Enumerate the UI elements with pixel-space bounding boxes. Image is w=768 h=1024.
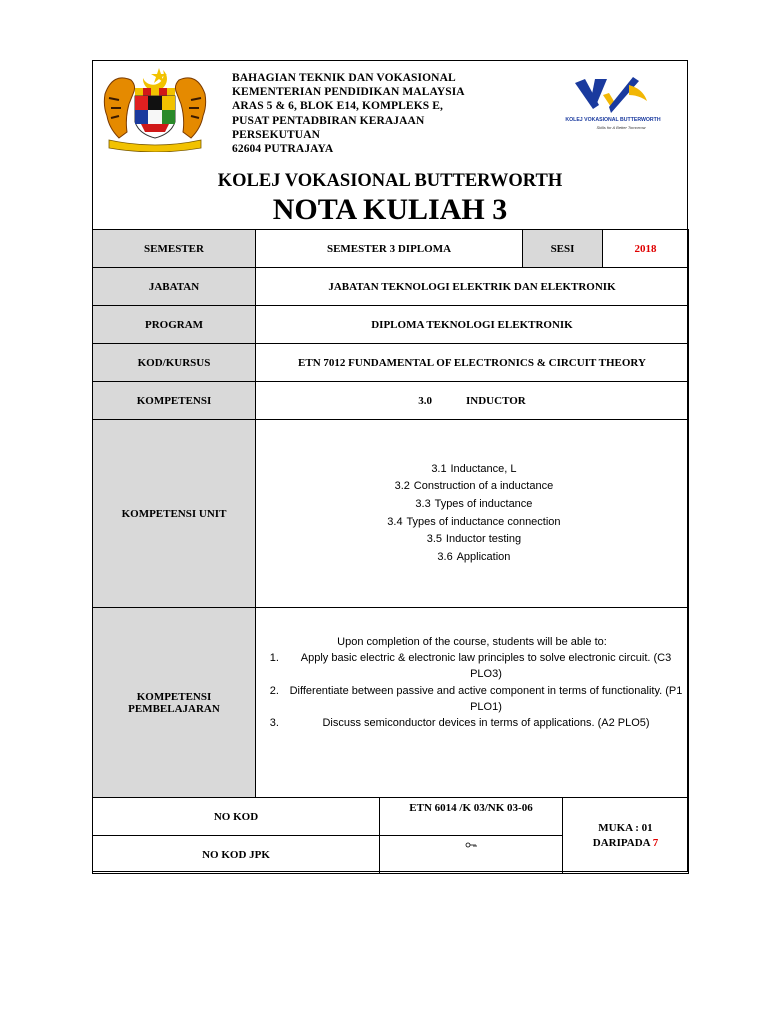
learning-outcomes <box>256 608 689 798</box>
sesi-label: SESI <box>523 230 603 268</box>
semester-row <box>93 230 689 268</box>
kompetensi-unit-list <box>256 420 689 608</box>
kompetensi-pembelajaran-row <box>93 608 689 798</box>
learning-intro: Upon completion of the course, students will be able to: <box>337 636 607 648</box>
kod-kursus-value: ETN 7012 FUNDAMENTAL OF ELECTRONICS & CIRCUIT THEORY <box>256 344 689 382</box>
semester-value: SEMESTER 3 DIPLOMA <box>256 230 523 268</box>
kompetensi-label: KOMPETENSI <box>93 382 256 420</box>
list-item: 3. Discuss semiconductor devices in terms of applications. (A2 PLO5) <box>282 715 688 731</box>
kompetensi-unit-label: KOMPETENSI UNIT <box>93 420 256 608</box>
list-item: 3.6 Application <box>437 550 511 563</box>
address-line: BAHAGIAN TEKNIK DAN VOKASIONAL <box>232 72 456 84</box>
kod-kursus-label: KOD/KURSUS <box>93 344 256 382</box>
lecture-note-sheet <box>92 60 688 872</box>
footer-table <box>92 797 689 874</box>
address-line: ARAS 5 & 6, BLOK E14, KOMPLEKS E, <box>232 100 443 113</box>
page-number-cell <box>563 798 689 874</box>
kompetensi-title: INDUCTOR <box>466 394 526 407</box>
address-line: PUSAT PENTADBIRAN KERAJAAN <box>232 114 425 127</box>
kod-kursus-row <box>93 344 689 382</box>
kompetensi-value <box>256 382 689 420</box>
muka-label: MUKA : 01 <box>598 821 653 834</box>
course-info-table <box>92 229 689 798</box>
daripada-value: 7 <box>652 836 659 849</box>
program-value: DIPLOMA TEKNOLOGI ELEKTRONIK <box>256 306 689 344</box>
list-item: 1. Apply basic electric & electronic law principles to solve electronic circuit. (C3 PLO3) <box>282 650 688 682</box>
document-header <box>93 61 687 229</box>
kompetensi-number: 3.0 <box>418 394 433 407</box>
kompetensi-row <box>93 382 689 420</box>
jabatan-value: JABATAN TEKNOLOGI ELEKTRIK DAN ELEKTRONIK <box>256 268 689 306</box>
list-item: 3.5 Inductor testing <box>426 533 522 546</box>
list-item: 2. Differentiate between passive and active component in terms of functionality. (P1 PLO1) <box>282 683 688 715</box>
no-kod-label: NO KOD <box>93 798 380 836</box>
sesi-value: 2018 <box>603 230 689 268</box>
svg-text:Skills for A Better Tomorrow: Skills for A Better Tomorrow <box>596 125 646 130</box>
coat-of-arms-icon <box>99 64 211 152</box>
address-line: KEMENTERIAN PENDIDIKAN MALAYSIA <box>232 86 465 99</box>
college-name: KOLEJ VOKASIONAL BUTTERWORTH <box>217 171 563 191</box>
semester-label: SEMESTER <box>93 230 256 268</box>
learning-outcome-list <box>256 650 688 731</box>
college-logo-icon <box>559 69 667 141</box>
list-item: 3.2 Construction of a inductance <box>394 480 554 493</box>
no-kod-row <box>93 798 689 836</box>
address-line: 62604 PUTRAJAYA <box>232 143 334 156</box>
jabatan-row <box>93 268 689 306</box>
list-item: 3.1 Inductance, L <box>431 462 517 475</box>
no-kod-jpk-value <box>380 836 563 874</box>
ministry-address <box>232 71 465 156</box>
daripada-label: DARIPADA <box>592 836 650 849</box>
no-kod-jpk-label: NO KOD JPK <box>93 836 380 874</box>
no-kod-value: ETN 6014 /K 03/NK 03-06 <box>380 798 563 836</box>
jabatan-label: JABATAN <box>93 268 256 306</box>
program-row <box>93 306 689 344</box>
kompetensi-pembelajaran-label: KOMPETENSI PEMBELAJARAN <box>93 608 256 798</box>
list-item: 3.4 Types of inductance connection <box>387 515 561 528</box>
kompetensi-unit-row <box>93 420 689 608</box>
address-line: PERSEKUTUAN <box>232 128 321 141</box>
program-label: PROGRAM <box>93 306 256 344</box>
document-title: NOTA KULIAH 3 <box>272 193 508 226</box>
list-item: 3.3 Types of inductance <box>415 497 533 510</box>
key-icon <box>465 841 477 849</box>
svg-text:KOLEJ VOKASIONAL BUTTERWORTH: KOLEJ VOKASIONAL BUTTERWORTH <box>565 117 661 123</box>
